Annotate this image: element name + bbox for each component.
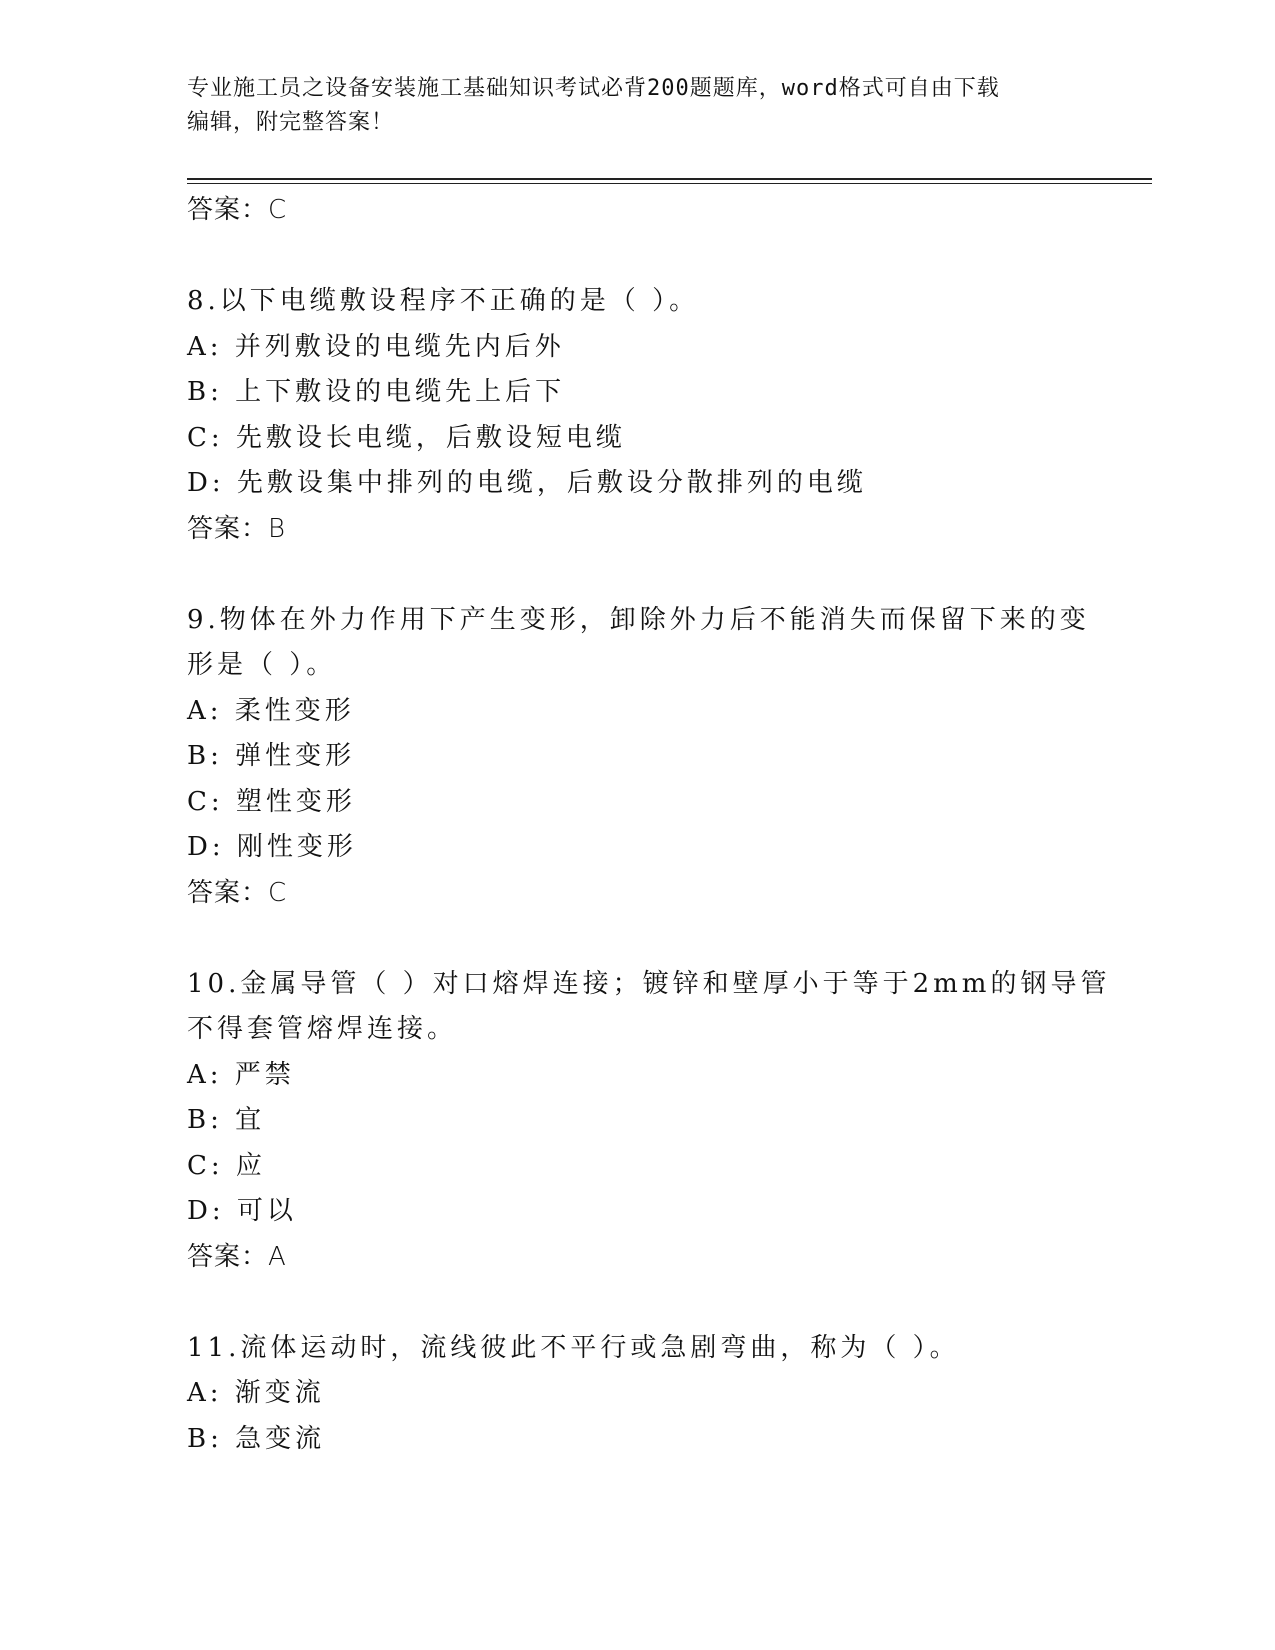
option-a: A: 并列敷设的电缆先内后外: [187, 331, 565, 362]
question-9: [187, 598, 1090, 917]
option-a: A: 柔性变形: [187, 695, 355, 726]
spacer: [187, 234, 1087, 280]
header-divider-thick: [187, 178, 1152, 180]
option-d: D: 先敷设集中排列的电缆，后敷设分散排列的电缆: [187, 468, 867, 498]
option-c: C: 先敷设长电缆，后敷设短电缆: [187, 422, 626, 453]
question-text: 9.物体在外力作用下产生变形，卸除外力后不能消失而保留下来的变: [187, 604, 1090, 635]
option-b: B: 弹性变形: [187, 741, 356, 771]
option-a: A: 渐变流: [187, 1378, 325, 1408]
option-b: B: 急变流: [187, 1423, 326, 1454]
question-text: 11.流体运动时，流线彼此不平行或急剧弯曲，称为（ ）。: [187, 1332, 960, 1363]
question-11: [187, 1326, 1087, 1463]
question-text-cont: 形是（ ）。: [187, 650, 337, 680]
spacer: [187, 1280, 1087, 1326]
previous-answer: 答案：C: [187, 195, 288, 225]
option-a: A: 严禁: [187, 1059, 295, 1090]
option-c: C: 塑性变形: [187, 786, 356, 817]
question-text-cont: 不得套管熔焊连接。: [187, 1014, 458, 1044]
answer: 答案：C: [187, 877, 288, 908]
option-b: B: 宜: [187, 1105, 266, 1135]
spacer: [187, 552, 1087, 598]
question-text: 10.金属导管（ ）对口熔焊连接；镀锌和壁厚小于等于2mm的钢导管: [187, 968, 1111, 999]
answer: 答案：A: [187, 1241, 287, 1272]
option-d: D: 可以: [187, 1196, 297, 1226]
answer: 答案：B: [187, 513, 287, 544]
header-line-2: 编辑，附完整答案！: [187, 110, 395, 135]
option-c: C: 应: [187, 1150, 266, 1181]
question-8: [187, 279, 1087, 552]
document-header: [187, 72, 1067, 140]
option-b: B: 上下敷设的电缆先上后下: [187, 377, 566, 407]
question-10: [187, 962, 1111, 1281]
header-line-1: 专业施工员之设备安装施工基础知识考试必背200题题库，word格式可自由下载: [187, 76, 1000, 101]
spacer: [187, 916, 1087, 962]
option-d: D: 刚性变形: [187, 832, 357, 862]
header-divider-thin: [187, 183, 1152, 184]
question-text: 8.以下电缆敷设程序不正确的是（ ）。: [187, 286, 700, 316]
question-list: [187, 188, 1111, 1462]
